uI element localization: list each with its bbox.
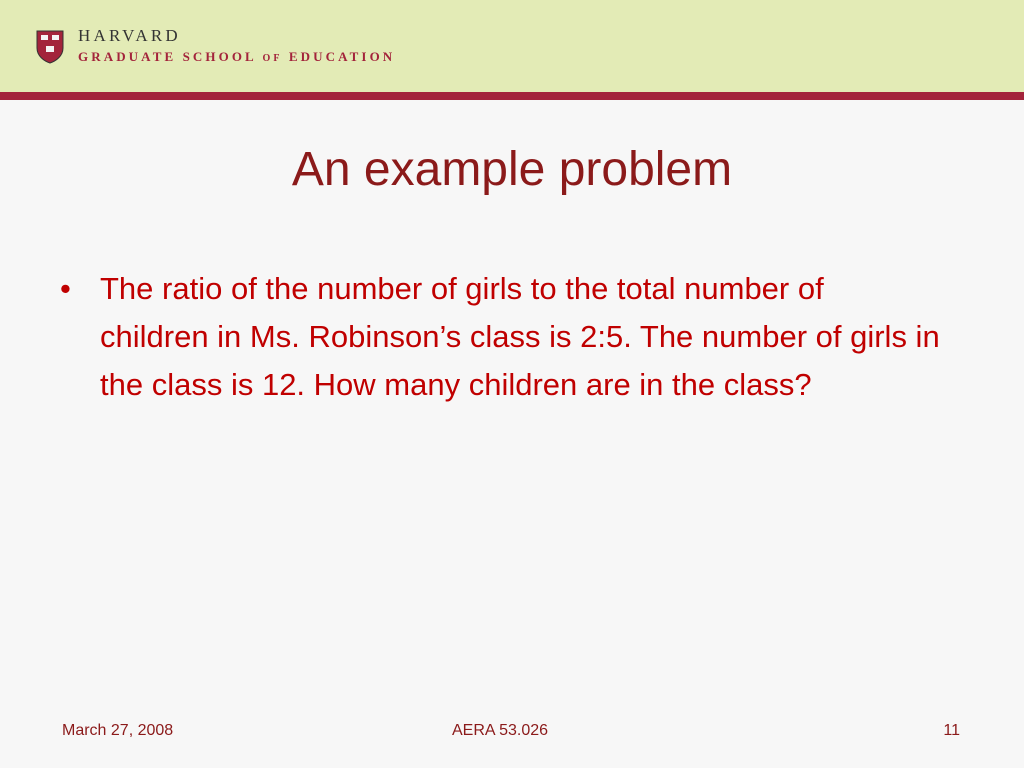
logo-wordmark-harvard: HARVARD [78, 26, 181, 45]
bullet-item [60, 265, 940, 409]
footer-session-code: AERA 53.026 [452, 722, 549, 739]
footer-date: March 27, 2008 [62, 722, 174, 739]
slide-title: An example problem [291, 143, 733, 196]
header-rule [0, 92, 1024, 100]
bullet-text: The ratio of the number of girls to the total number of children in Ms. Robinson’s class is 2:5. The number of girls in the class is 12. How many children are in the class? [100, 271, 940, 402]
bullet-list [60, 265, 940, 409]
logo-school-part1: GRADUATE SCHOOL [78, 49, 257, 64]
header-band [0, 0, 1024, 92]
logo-school-of: OF [262, 53, 283, 64]
logo-wordmark-school [78, 49, 395, 65]
footer-page-number: 11 [943, 722, 960, 739]
bullet-marker: • [60, 271, 71, 306]
shield-icon [36, 30, 64, 64]
logo-school-part2: EDUCATION [288, 49, 396, 64]
